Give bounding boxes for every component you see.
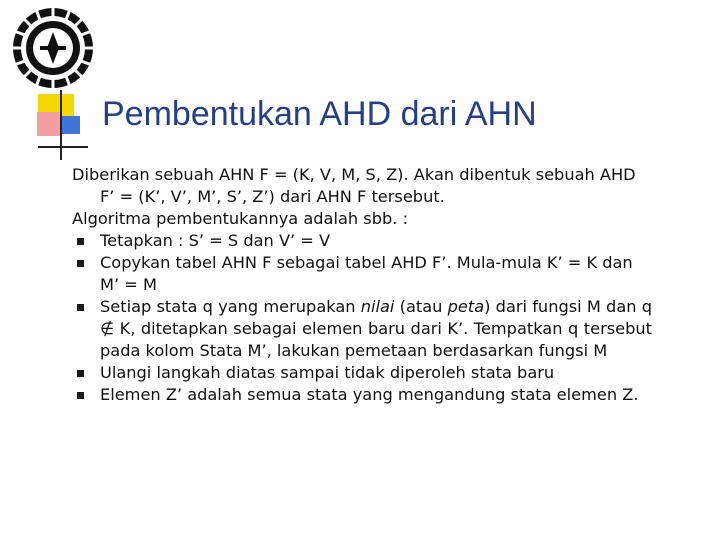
decoration-horizontal-line <box>38 146 88 148</box>
step-text-part: Setiap stata q yang merupakan <box>100 297 361 316</box>
algorithm-steps-list <box>72 230 652 406</box>
decoration-pink-square <box>37 112 61 136</box>
decoration-vertical-line <box>60 90 62 160</box>
intro-paragraph: Diberikan sebuah AHN F = (K, V, M, S, Z). Akan dibentuk sebuah AHD F’ = (K’, V’, M’, S’, Z’) dari AHN F tersebut. <box>72 165 636 206</box>
decoration-blue-square <box>60 116 80 134</box>
square-bullet-icon <box>77 238 84 245</box>
square-bullet-icon <box>77 260 84 267</box>
list-item <box>72 362 652 384</box>
slide-title: Pembentukan AHD dari AHN <box>102 95 537 133</box>
university-emblem-icon <box>6 2 100 94</box>
step-text-part: (atau <box>394 297 448 316</box>
step-text: Tetapkan : S’ = S dan V’ = V <box>100 231 331 250</box>
step-text-part: ) dari fungsi M dan q ∉ K, ditetapkan sebagai elemen baru dari K’. Tempatkan q tersebut pada kolom Stata M’, lakukan pemetaan berdasarkan fungsi M <box>100 297 653 360</box>
algorithm-heading: Algoritma pembentukannya adalah sbb. : <box>72 209 409 228</box>
list-item <box>72 230 652 252</box>
list-item <box>72 296 652 362</box>
list-item <box>72 384 652 406</box>
step-text: Ulangi langkah diatas sampai tidak diperoleh stata baru <box>100 363 555 382</box>
list-item <box>72 252 652 296</box>
step-text: Copykan tabel AHN F sebagai tabel AHD F’. Mula-mula K’ = K dan M’ = M <box>100 253 633 294</box>
slide-body <box>72 164 652 406</box>
square-bullet-icon <box>77 392 84 399</box>
square-bullet-icon <box>77 370 84 377</box>
step-emphasis-nilai: nilai <box>360 297 395 316</box>
square-bullet-icon <box>77 304 84 311</box>
step-emphasis-peta: peta <box>447 297 485 316</box>
step-text: Elemen Z’ adalah semua stata yang mengandung stata elemen Z. <box>100 385 639 404</box>
slide-decoration <box>30 90 100 162</box>
